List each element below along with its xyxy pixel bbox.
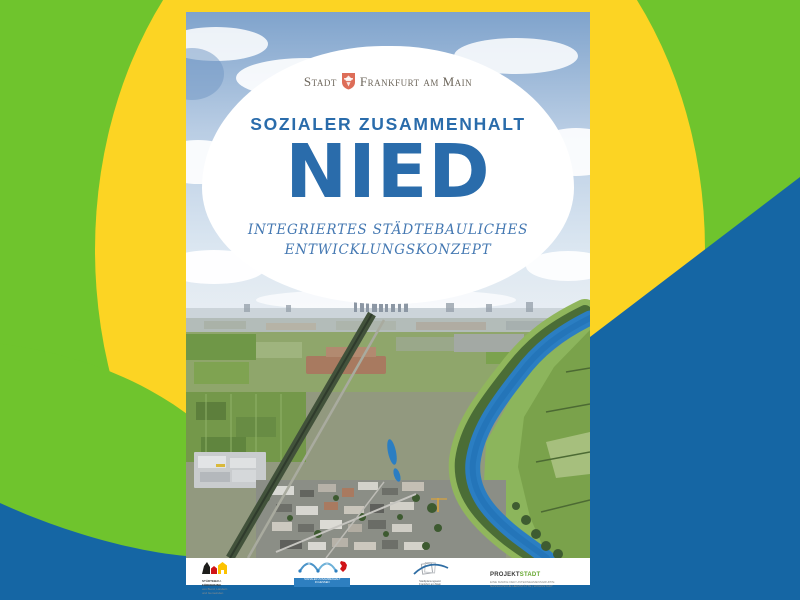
projektstadt-brand: [490, 572, 540, 578]
partner-logo-strip: [186, 558, 590, 596]
logo-staedtebaufoerderung: [202, 561, 272, 599]
sbf-sub1: von Bund, Ländern: [202, 588, 228, 592]
pst-brand-right: STADT: [519, 572, 541, 578]
spa-line1: Stadtplanungsamt: [419, 580, 441, 583]
logo-projektstadt: [488, 563, 572, 591]
pst-sub2: NASSAUISCHE HEIMSTÄTTE | WOHNSTADT: [490, 584, 553, 588]
pst-sub1: EINE MARKE DER UNTERNEHMENSGRUPPE: [490, 581, 555, 584]
page-title: NIED: [285, 129, 491, 215]
sbf-line2: FÖRDERUNG: [202, 583, 222, 587]
hessen-program-icon: [294, 560, 350, 573]
subtitle-line-2: ENTWICKLUNGSKONZEPT: [284, 241, 492, 258]
stadt-frankfurt-logo: [304, 73, 472, 90]
stadt-label: Stadt: [303, 73, 337, 89]
kicker-sozialer-zusammenhalt: SOZIALER ZUSAMMENHALT: [250, 114, 526, 134]
sbf-sub2: und Gemeinden: [202, 592, 224, 596]
logo-sozialer-zusammenhalt-hessen: [294, 560, 356, 587]
logo-stadtplanungsamt: [400, 562, 460, 589]
hessen-banner-line2: IN HESSEN: [314, 580, 330, 584]
spa-line2: Frankfurt am Main: [419, 582, 441, 586]
title-blob: [202, 46, 574, 304]
subtitle: [248, 220, 528, 261]
hessen-banner-line1: SOZIALER ZUSAMMENHALT: [303, 577, 341, 581]
staedtebaufoerderung-icon: [202, 562, 228, 574]
frankfurt-eagle-crest-icon: [341, 73, 356, 90]
hessen-program-banner: [294, 578, 350, 587]
frankfurt-am-main-label: Frankfurt am Main: [359, 73, 473, 89]
report-cover-page: [186, 12, 590, 596]
sbf-line1: STÄDTEBAU-: [202, 580, 222, 583]
stadtplanungsamt-icon: [410, 562, 450, 575]
subtitle-line-1: INTEGRIERTES STÄDTEBAULICHES: [247, 221, 529, 238]
pst-brand-left: PROJEKT: [490, 572, 520, 578]
